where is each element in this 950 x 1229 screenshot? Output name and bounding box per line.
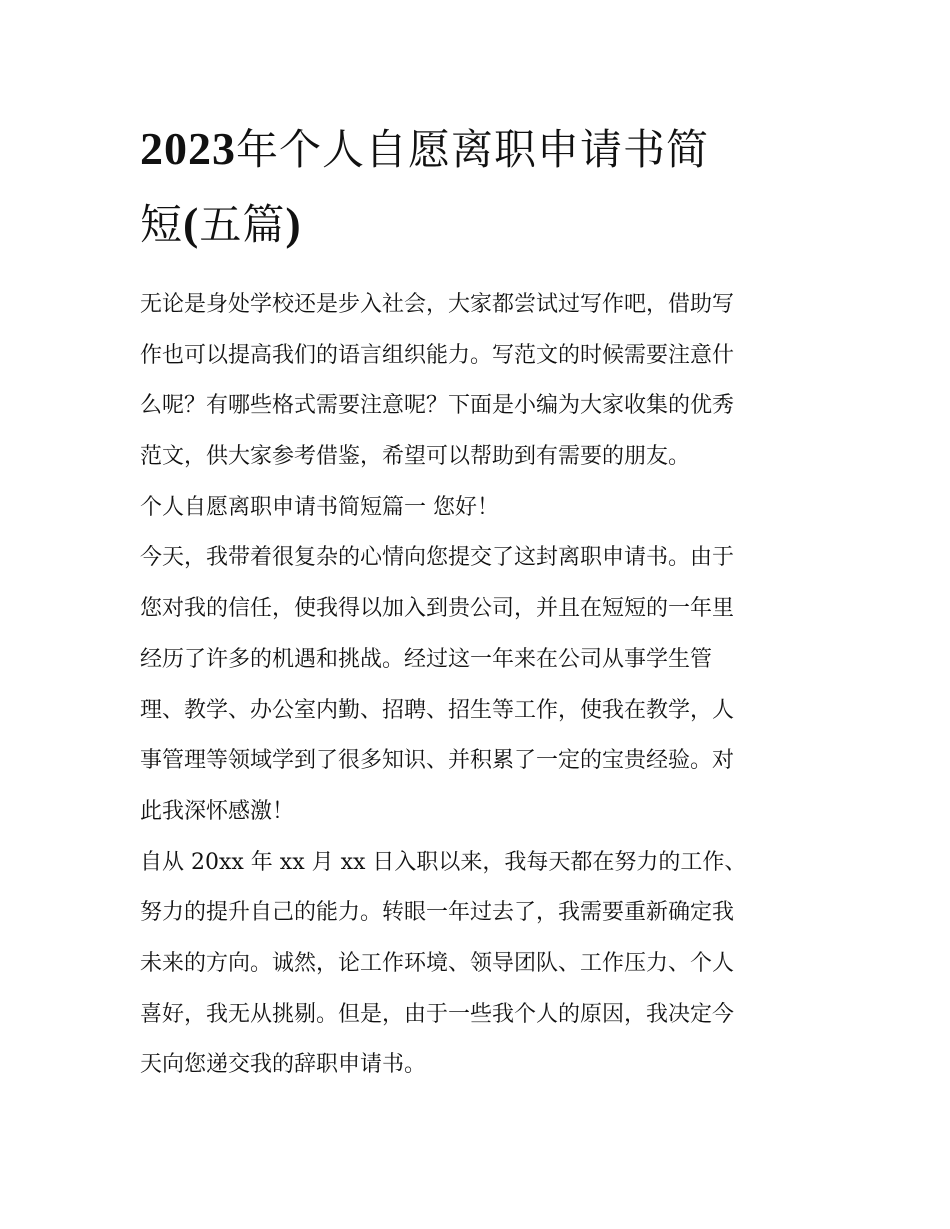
title-text-2b: 五篇 [199,200,286,249]
document-body [140,280,816,1091]
section-heading-line: 个人自愿离职申请书简短篇一 您好！ [140,494,499,520]
body-line: 努力的提升自己的能力。转眼一年过去了，我需要重新确定我 [140,900,735,926]
document-page [140,112,816,1091]
body-line: 您对我的信任，使我得以加入到贵公司，并且在短短的一年里 [140,596,735,622]
title-close-paren: ) [285,198,302,249]
document-title [140,112,816,262]
body-line: 事管理等领域学到了很多知识、并积累了一定的宝贵经验。对 [140,748,735,774]
title-text-2a: 短 [140,200,184,249]
body-line: 么呢？有哪些格式需要注意呢？下面是小编为大家收集的优秀 [140,393,735,419]
title-line-1 [140,112,816,187]
body-line: 此我深怀感激！ [140,798,295,824]
body-line: 天向您递交我的辞职申请书。 [140,1052,427,1078]
body-line: 理、教学、办公室内勤、招聘、招生等工作，使我在教学，人 [140,697,735,723]
body-line: 经历了许多的机遇和挑战。经过这一年来在公司从事学生管 [140,646,713,672]
body-line: 自从 20xx 年 xx 月 xx 日入职以来，我每天都在努力的工作、 [140,849,747,875]
body-line: 范文，供大家参考借鉴，希望可以帮助到有需要的朋友。 [140,444,691,470]
body-line: 未来的方向。诚然，论工作环境、领导团队、工作压力、个人 [140,950,735,976]
title-text-1: 年个人自愿离职申请书简 [236,125,710,174]
body-line: 喜好，我无从挑剔。但是，由于一些我个人的原因，我决定今 [140,1001,735,1027]
body-line: 今天，我带着很复杂的心情向您提交了这封离职申请书。由于 [140,545,735,571]
body-line: 作也可以提高我们的语言组织能力。写范文的时候需要注意什 [140,342,735,368]
title-year: 2023 [140,123,236,174]
body-line: 无论是身处学校还是步入社会，大家都尝试过写作吧，借助写 [140,292,735,317]
title-line-2 [140,187,816,262]
title-open-paren: ( [183,198,200,249]
